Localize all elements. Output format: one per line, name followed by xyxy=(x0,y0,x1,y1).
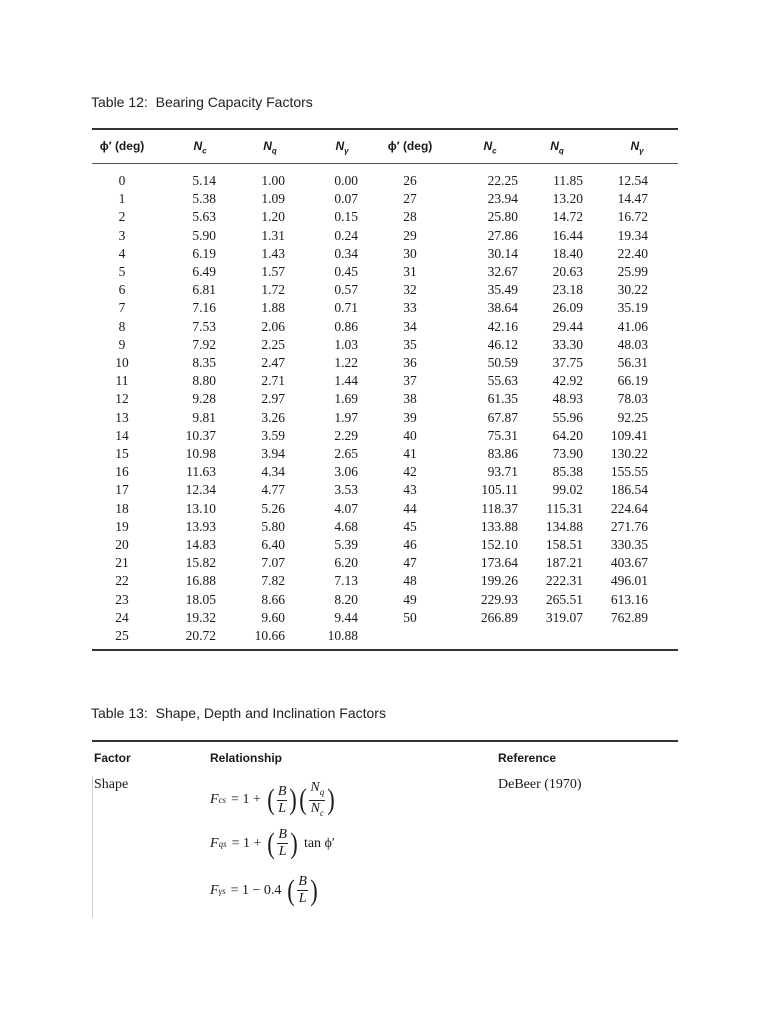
cell-nq-left: 7.82 xyxy=(261,573,285,589)
table-row xyxy=(92,281,678,298)
shape-depth-inclination-table xyxy=(92,740,678,918)
cell-phi-right: 41 xyxy=(403,446,417,461)
cell-phi-left: 10 xyxy=(115,355,129,370)
cell-ngamma-left: 0.07 xyxy=(334,191,358,207)
cell-nq-left: 1.00 xyxy=(261,173,285,188)
cell-nc-right: 30.14 xyxy=(487,245,518,261)
cell-nq-right: 14.72 xyxy=(552,209,583,225)
cell-ngamma-left: 0.86 xyxy=(334,318,358,334)
fqs-sub: qs xyxy=(218,838,227,849)
cell-ngamma-left: 0.15 xyxy=(334,209,358,225)
cell-nc-left: 10.98 xyxy=(185,446,216,461)
cell-phi-right: 45 xyxy=(403,518,417,534)
table-row xyxy=(92,500,678,517)
cell-phi-left: 11 xyxy=(115,373,129,389)
cell-ngamma-left: 0.00 xyxy=(334,173,358,188)
cell-nc-left: 6.19 xyxy=(192,245,216,261)
cell-phi-left: 0 xyxy=(118,173,126,188)
reference-column-header: Reference xyxy=(498,751,557,765)
b-over-l-fraction xyxy=(277,784,288,817)
cell-nq-left: 2.25 xyxy=(261,336,285,352)
cell-nq-right: 18.40 xyxy=(552,245,583,261)
cell-nq-left: 5.26 xyxy=(261,500,285,516)
header-subscript: c xyxy=(202,146,207,156)
cell-nq-right: 48.93 xyxy=(552,391,583,407)
cell-nc-left: 13.10 xyxy=(185,500,216,516)
factor-column-header: Factor xyxy=(94,751,131,765)
cell-phi-right: 42 xyxy=(403,464,417,480)
table-row xyxy=(92,227,678,244)
cell-nc-left: 7.53 xyxy=(192,318,216,334)
cell-nq-left: 7.07 xyxy=(261,555,285,571)
header-subscript: c xyxy=(492,146,497,156)
header-symbol: N xyxy=(550,139,559,153)
cell-ngamma-left: 9.44 xyxy=(334,609,358,625)
cell-nc-left: 15.82 xyxy=(185,555,216,571)
fgs-lhs: F xyxy=(210,882,219,898)
cell-phi-right: 47 xyxy=(403,555,417,571)
bearing-capacity-table xyxy=(92,128,678,651)
cell-ngamma-left: 5.39 xyxy=(334,537,358,552)
cell-nc-right: 199.26 xyxy=(480,573,518,589)
cell-ngamma-right: 22.40 xyxy=(617,245,648,261)
cell-ngamma-right: 271.76 xyxy=(610,518,648,534)
cell-nc-right: 75.31 xyxy=(487,427,518,443)
cell-phi-right: 27 xyxy=(403,191,417,207)
cell-nc-right: 152.10 xyxy=(480,537,518,552)
table-row xyxy=(92,609,678,626)
cell-nc-left: 5.63 xyxy=(192,209,216,225)
cell-phi-left: 21 xyxy=(115,555,129,571)
cell-nq-left: 8.66 xyxy=(261,591,285,607)
cell-nq-left: 5.80 xyxy=(261,518,285,534)
nq-over-nc-fraction xyxy=(309,780,325,821)
cell-ngamma-left: 1.69 xyxy=(334,391,358,407)
table-13-caption: Table 13: Shape, Depth and Inclination Factors xyxy=(91,705,386,721)
cell-nc-right: 25.80 xyxy=(487,209,518,225)
cell-nq-right: 26.09 xyxy=(552,300,583,316)
cell-ngamma-right: 109.41 xyxy=(610,427,648,443)
fcs-operator: = 1 + xyxy=(231,792,261,808)
cell-ngamma-right: 762.89 xyxy=(610,609,648,625)
table-body xyxy=(92,164,678,649)
cell-ngamma-left: 4.68 xyxy=(334,518,358,534)
cell-ngamma-right: 78.03 xyxy=(617,391,648,407)
b-over-l-fraction xyxy=(297,874,308,907)
fqs-operator: = 1 + xyxy=(231,835,262,851)
cell-nc-left: 6.49 xyxy=(192,264,216,279)
cell-ngamma-right: 224.64 xyxy=(610,500,648,516)
header-nc-left xyxy=(193,139,206,155)
cell-nc-left: 18.05 xyxy=(185,591,216,607)
table-row xyxy=(92,627,678,644)
header-symbol: ϕ′ (deg) xyxy=(387,139,433,153)
cell-nq-left: 1.57 xyxy=(261,264,285,279)
cell-nq-right: 187.21 xyxy=(545,555,583,571)
cell-phi-right: 37 xyxy=(403,373,417,389)
cell-phi-right: 34 xyxy=(403,318,417,334)
cell-nc-right: 133.88 xyxy=(480,518,518,534)
cell-ngamma-right: 19.34 xyxy=(617,227,648,243)
cell-nq-right: 29.44 xyxy=(552,318,583,334)
cell-ngamma-left: 4.07 xyxy=(334,500,358,516)
cell-ngamma-left: 2.29 xyxy=(334,427,358,443)
cell-nc-left: 16.88 xyxy=(185,573,216,589)
table-left-border xyxy=(92,776,93,918)
cell-phi-left: 24 xyxy=(115,609,129,625)
cell-ngamma-right: 130.22 xyxy=(610,446,648,461)
nq-sub: q xyxy=(319,786,325,797)
cell-phi-right: 29 xyxy=(403,227,417,243)
cell-nq-right: 42.92 xyxy=(552,373,583,389)
b-over-l-fraction xyxy=(277,827,288,860)
header-symbol: N xyxy=(335,139,345,153)
cell-phi-left: 4 xyxy=(118,245,126,261)
table-bottom-rule xyxy=(92,649,678,651)
cell-ngamma-right: 48.03 xyxy=(617,336,648,352)
cell-nc-right: 67.87 xyxy=(487,409,518,425)
cell-phi-left: 19 xyxy=(115,518,129,534)
cell-nq-left: 10.66 xyxy=(254,628,285,643)
cell-nc-right: 83.86 xyxy=(487,446,518,461)
fraction-denominator: L xyxy=(298,891,307,906)
cell-nq-right: 16.44 xyxy=(552,227,583,243)
table-row xyxy=(92,318,678,335)
cell-nq-right: 222.31 xyxy=(545,573,583,589)
cell-ngamma-right: 613.16 xyxy=(610,591,648,607)
nc-symbol: N xyxy=(310,800,321,816)
cell-ngamma-left: 1.03 xyxy=(334,336,358,352)
table-row xyxy=(92,263,678,280)
cell-nq-left: 2.71 xyxy=(261,373,285,389)
cell-phi-left: 3 xyxy=(118,227,126,243)
cell-nq-right: 73.90 xyxy=(552,446,583,461)
cell-ngamma-left: 0.71 xyxy=(334,300,358,316)
cell-ngamma-right: 186.54 xyxy=(610,482,648,498)
cell-nq-left: 1.20 xyxy=(261,209,285,225)
cell-nq-left: 1.09 xyxy=(261,191,285,207)
table-row xyxy=(92,591,678,608)
cell-ngamma-right: 30.22 xyxy=(617,282,648,298)
cell-ngamma-left: 1.22 xyxy=(334,355,358,370)
table-row xyxy=(92,190,678,207)
cell-phi-left: 17 xyxy=(115,482,129,498)
cell-ngamma-right: 403.67 xyxy=(610,555,648,571)
cell-phi-right: 32 xyxy=(403,282,417,298)
cell-phi-left: 25 xyxy=(115,628,129,643)
cell-nc-left: 8.35 xyxy=(192,355,216,370)
table-row xyxy=(92,481,678,498)
nq-symbol: N xyxy=(310,780,320,795)
cell-nc-left: 10.37 xyxy=(185,427,216,443)
cell-nq-left: 2.06 xyxy=(261,318,285,334)
cell-nc-left: 5.90 xyxy=(192,227,216,243)
cell-ngamma-right: 12.54 xyxy=(617,173,648,188)
cell-phi-right: 43 xyxy=(403,482,417,498)
cell-phi-right: 50 xyxy=(403,609,417,625)
cell-ngamma-left: 1.44 xyxy=(334,373,358,389)
cell-nc-right: 266.89 xyxy=(480,609,518,625)
cell-nc-left: 8.80 xyxy=(192,373,216,389)
cell-nc-right: 61.35 xyxy=(487,391,518,407)
fcs-lhs: F xyxy=(210,792,219,808)
cell-nc-left: 20.72 xyxy=(185,628,216,643)
cell-ngamma-right: 92.25 xyxy=(617,409,648,425)
table-row xyxy=(92,372,678,389)
header-subscript: γ xyxy=(639,146,644,156)
table-row xyxy=(92,299,678,316)
cell-ngamma-left: 8.20 xyxy=(334,591,358,607)
cell-ngamma-right: 330.35 xyxy=(610,537,648,552)
cell-nc-right: 229.93 xyxy=(480,591,518,607)
cell-nc-left: 7.16 xyxy=(192,300,216,316)
table-row xyxy=(92,554,678,571)
cell-phi-left: 12 xyxy=(115,391,129,407)
cell-nc-left: 7.92 xyxy=(192,336,216,352)
cell-nc-right: 22.25 xyxy=(487,173,518,188)
cell-ngamma-right: 14.47 xyxy=(617,191,648,207)
cell-nc-left: 11.63 xyxy=(186,464,216,480)
cell-phi-left: 2 xyxy=(118,209,126,225)
header-subscript: q xyxy=(271,146,277,156)
cell-phi-right: 49 xyxy=(403,591,417,607)
table-row xyxy=(92,172,678,189)
table-row xyxy=(92,445,678,462)
cell-nc-left: 19.32 xyxy=(185,609,216,625)
cell-nq-right: 33.30 xyxy=(552,336,583,352)
cell-phi-left: 8 xyxy=(118,318,126,334)
cell-nc-left: 5.14 xyxy=(192,173,216,188)
table-row xyxy=(92,409,678,426)
cell-ngamma-right: 16.72 xyxy=(617,209,648,225)
cell-nc-right: 32.67 xyxy=(487,264,518,279)
table-row xyxy=(92,536,678,553)
header-subscript: q xyxy=(558,146,564,156)
cell-phi-right: 48 xyxy=(403,573,417,589)
cell-nq-left: 1.88 xyxy=(261,300,285,316)
table-header-row xyxy=(92,130,678,163)
table-12-caption: Table 12: Bearing Capacity Factors xyxy=(91,94,313,110)
cell-nq-right: 37.75 xyxy=(552,355,583,370)
cell-nq-right: 13.20 xyxy=(552,191,583,207)
cell-phi-left: 18 xyxy=(115,500,129,516)
header-subscript: γ xyxy=(344,146,349,156)
cell-phi-right: 26 xyxy=(403,173,417,188)
table-row xyxy=(92,427,678,444)
cell-nc-right: 105.11 xyxy=(481,482,518,498)
fraction-numerator: B xyxy=(298,874,307,889)
header-symbol: N xyxy=(263,139,272,153)
tan-phi-term: tan ϕ′ xyxy=(303,835,335,851)
cell-phi-left: 16 xyxy=(115,464,129,480)
cell-ngamma-left: 3.06 xyxy=(334,464,358,480)
header-phi-right xyxy=(388,139,433,155)
cell-nq-left: 1.31 xyxy=(261,227,285,243)
cell-ngamma-right: 66.19 xyxy=(617,373,648,389)
cell-phi-right: 31 xyxy=(403,264,417,279)
fgs-equation: F γs = 1 − 0.4 ( $\frac{B}{L}$ ) xyxy=(210,873,318,907)
cell-nc-right: 173.64 xyxy=(480,555,518,571)
cell-ngamma-right: 41.06 xyxy=(617,318,648,334)
nc-sub: c xyxy=(320,807,325,818)
header-symbol: ϕ′ (deg) xyxy=(99,139,145,153)
cell-nq-right: 265.51 xyxy=(545,591,583,607)
cell-phi-right: 35 xyxy=(403,336,417,352)
cell-nc-left: 6.81 xyxy=(192,282,216,298)
cell-ngamma-right: 25.99 xyxy=(617,264,648,279)
cell-nc-right: 46.12 xyxy=(487,336,518,352)
cell-ngamma-right: 35.19 xyxy=(617,300,648,316)
fgs-operator: = 1 − 0.4 xyxy=(230,882,282,898)
table-row xyxy=(92,390,678,407)
cell-phi-left: 20 xyxy=(115,537,129,552)
table-top-rule xyxy=(92,740,678,742)
cell-nq-right: 99.02 xyxy=(552,482,583,498)
table-row xyxy=(92,336,678,353)
cell-nq-right: 55.96 xyxy=(552,409,583,425)
fqs-lhs: F xyxy=(210,835,219,851)
cell-ngamma-right: 496.01 xyxy=(610,573,648,589)
header-phi-left xyxy=(100,139,145,155)
header-symbol: N xyxy=(630,139,640,153)
cell-nq-left: 3.26 xyxy=(261,409,285,425)
header-nq-left xyxy=(263,139,277,155)
cell-nc-right: 118.37 xyxy=(481,500,518,516)
cell-phi-right: 40 xyxy=(403,427,417,443)
header-ngamma-right xyxy=(630,139,643,155)
cell-phi-left: 6 xyxy=(118,282,126,298)
fraction-numerator: B xyxy=(277,783,287,799)
cell-nc-right: 50.59 xyxy=(487,355,518,370)
relationship-column-header: Relationship xyxy=(210,751,283,765)
cell-nq-left: 2.47 xyxy=(261,355,285,370)
cell-nq-right: 319.07 xyxy=(545,609,583,625)
cell-phi-left: 15 xyxy=(115,446,129,461)
cell-phi-left: 22 xyxy=(115,573,129,589)
cell-nc-right: 93.71 xyxy=(487,464,518,480)
cell-ngamma-left: 7.13 xyxy=(334,573,358,589)
cell-ngamma-left: 2.65 xyxy=(334,446,358,461)
cell-ngamma-left: 0.45 xyxy=(334,264,358,279)
cell-ngamma-right: 56.31 xyxy=(617,355,648,370)
cell-phi-left: 5 xyxy=(118,264,126,279)
fgs-sub: γs xyxy=(218,885,226,896)
cell-nq-right: 115.31 xyxy=(546,500,583,516)
cell-phi-left: 7 xyxy=(118,300,126,316)
cell-nq-right: 23.18 xyxy=(552,282,583,298)
cell-nc-left: 5.38 xyxy=(192,191,216,207)
cell-phi-left: 9 xyxy=(118,336,126,352)
cell-nq-left: 3.94 xyxy=(261,446,285,461)
cell-nc-right: 27.86 xyxy=(487,227,518,243)
cell-ngamma-left: 10.88 xyxy=(327,628,358,643)
cell-nc-right: 55.63 xyxy=(487,373,518,389)
cell-nq-left: 1.72 xyxy=(261,282,285,298)
cell-nc-right: 23.94 xyxy=(487,191,518,207)
cell-phi-left: 1 xyxy=(118,191,126,207)
cell-phi-right: 30 xyxy=(403,245,417,261)
cell-ngamma-left: 0.34 xyxy=(334,245,358,261)
fraction-denominator: L xyxy=(278,844,287,859)
cell-ngamma-left: 6.20 xyxy=(334,555,358,571)
shape-reference: DeBeer (1970) xyxy=(498,777,582,792)
cell-nq-left: 3.59 xyxy=(261,427,285,443)
cell-ngamma-left: 1.97 xyxy=(334,409,358,425)
fraction-denominator: L xyxy=(278,800,287,816)
cell-phi-left: 13 xyxy=(115,409,129,425)
cell-nq-right: 11.85 xyxy=(553,173,583,188)
cell-phi-right: 44 xyxy=(403,500,417,516)
cell-nc-right: 35.49 xyxy=(487,282,518,298)
cell-nq-left: 1.43 xyxy=(261,245,285,261)
header-nc-right xyxy=(483,139,496,155)
cell-nq-left: 4.77 xyxy=(261,482,285,498)
cell-nq-right: 20.63 xyxy=(552,264,583,279)
table-row xyxy=(92,572,678,589)
cell-ngamma-left: 3.53 xyxy=(334,482,358,498)
cell-ngamma-right: 155.55 xyxy=(610,464,648,480)
cell-nc-right: 38.64 xyxy=(487,300,518,316)
header-symbol: N xyxy=(193,139,203,153)
header-ngamma-left xyxy=(335,139,348,155)
cell-phi-right: 28 xyxy=(403,209,417,225)
fqs-equation: F qs = 1 + ( $\frac{B}{L}$ ) tan ϕ′ xyxy=(210,826,335,860)
cell-ngamma-left: 0.57 xyxy=(334,282,358,298)
cell-nq-right: 85.38 xyxy=(552,464,583,480)
cell-phi-right: 38 xyxy=(403,391,417,407)
cell-nq-left: 9.60 xyxy=(261,609,285,625)
fcs-sub: cs xyxy=(218,795,227,806)
cell-nq-right: 134.88 xyxy=(545,518,583,534)
table-row xyxy=(92,354,678,371)
header-nq-right xyxy=(550,139,564,155)
cell-nq-left: 4.34 xyxy=(261,464,285,480)
fcs-equation: F cs = 1 + ( $\frac{B}{L}$ ) ( $\frac{N_q}{N_c}$ ) xyxy=(210,780,336,821)
cell-phi-left: 23 xyxy=(115,591,129,607)
cell-nc-left: 13.93 xyxy=(185,518,216,534)
table-row xyxy=(92,463,678,480)
cell-nc-left: 9.28 xyxy=(192,391,216,407)
cell-nc-left: 12.34 xyxy=(185,482,216,498)
cell-nq-right: 64.20 xyxy=(552,427,583,443)
cell-nc-left: 14.83 xyxy=(185,537,216,552)
cell-nq-right: 158.51 xyxy=(545,537,583,552)
cell-phi-right: 33 xyxy=(403,300,417,316)
table-row xyxy=(92,208,678,225)
table-row xyxy=(92,518,678,535)
cell-phi-left: 14 xyxy=(115,427,129,443)
cell-ngamma-left: 0.24 xyxy=(334,227,358,243)
cell-nq-left: 2.97 xyxy=(261,391,285,407)
cell-nc-left: 9.81 xyxy=(192,409,216,425)
table-row xyxy=(92,245,678,262)
header-symbol: N xyxy=(483,139,493,153)
cell-phi-right: 46 xyxy=(403,537,417,552)
cell-nc-right: 42.16 xyxy=(487,318,518,334)
cell-nq-left: 6.40 xyxy=(261,537,285,552)
cell-phi-right: 39 xyxy=(403,409,417,425)
factor-shape-label: Shape xyxy=(94,777,129,792)
cell-phi-right: 36 xyxy=(403,355,417,370)
fraction-numerator: B xyxy=(278,827,287,842)
